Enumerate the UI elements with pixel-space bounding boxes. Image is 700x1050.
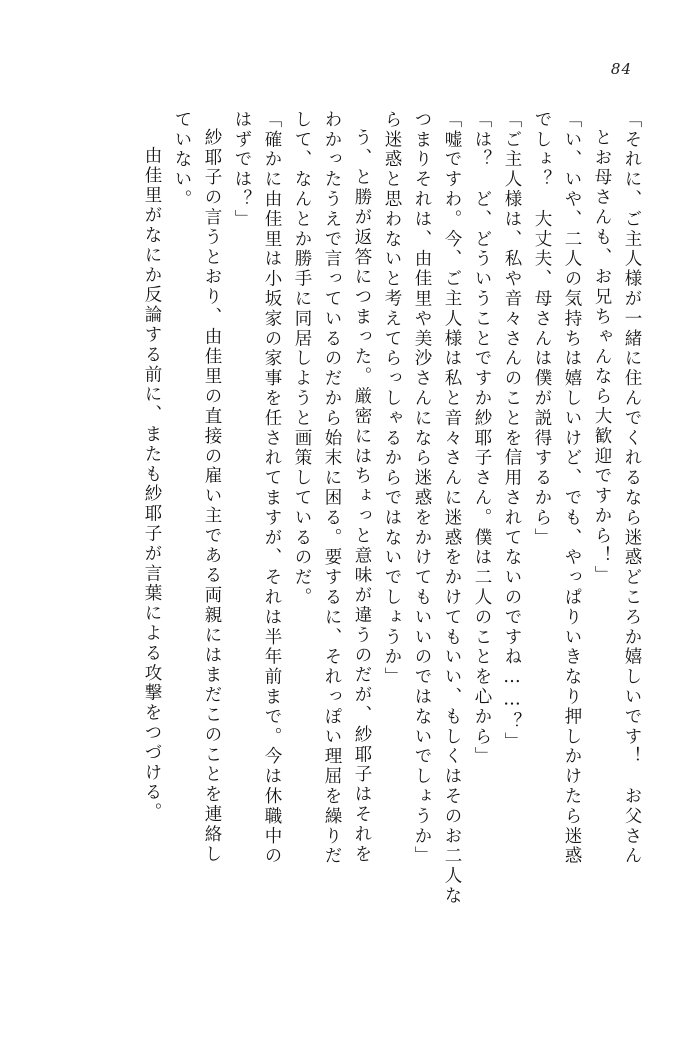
text-line: う、と勝が返答につまった。厳密にはちょっと意味が違うのだが、紗耶子はそれを bbox=[352, 128, 372, 865]
text-line: 「い、いや、二人の気持ちは嬉しいけど、でも、やっぱりいきなり押しかけたら迷惑 bbox=[562, 110, 582, 867]
text-line: 紗耶子の言うとおり、由佳里の直接の雇い主である両親にはまだこのことを連絡し bbox=[202, 128, 222, 865]
text-line: でしょ？ 大丈夫、母さんは僕が説得するから」 bbox=[532, 110, 552, 548]
text-line: 「それに、ご主人様が一緒に住んでくれるなら迷惑どころか嬉しいです！ お父さん bbox=[622, 110, 642, 867]
text-line: 由佳里がなにか反論する前に、またも紗耶子が言葉による攻撃をつづける。 bbox=[142, 146, 162, 823]
text-line: ら迷惑と思わないと考えてらっしゃるからではないでしょうか」 bbox=[382, 110, 402, 688]
text-line: わかったうえで言っているのだから始末に困る。要するに、それっぽい理屈を繰りだ bbox=[322, 110, 342, 867]
text-line: 「は？ ど、どういうことですか紗耶子さん。僕は二人のことを心から」 bbox=[472, 110, 492, 767]
text-line: つまりそれは、由佳里や美沙さんになら迷惑をかけてもいいのではないでしょうか」 bbox=[412, 110, 432, 867]
text-line: 「ご主人様は、私や音々さんのことを信用されてないのですね……？」 bbox=[502, 110, 522, 752]
text-line: 「確かに由佳里は小坂家の家事を任されてますが、それは半年前まで。今は休職中の bbox=[262, 110, 282, 867]
text-line: ていない。 bbox=[172, 110, 192, 210]
vertical-text-body bbox=[58, 110, 640, 990]
page-number: 84 bbox=[610, 60, 632, 78]
text-line: はずでは？」 bbox=[232, 110, 252, 230]
text-line: とお母さんも、お兄ちゃんなら大歓迎ですから！」 bbox=[592, 128, 612, 586]
text-line: 「嘘ですわ。今、ご主人様は私と音々さんに迷惑をかけてもいい、もしくはそのお二人な bbox=[442, 110, 462, 906]
text-line: して、なんとか勝手に同居しようと画策しているのだ。 bbox=[292, 110, 312, 608]
